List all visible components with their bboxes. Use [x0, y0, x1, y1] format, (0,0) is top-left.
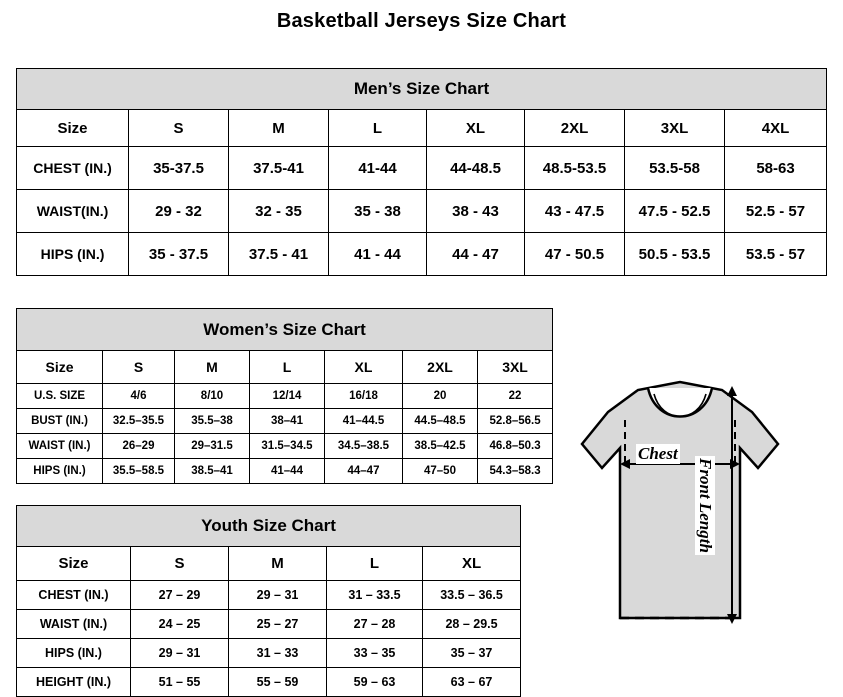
table-cell: 24 – 25 — [131, 610, 229, 639]
table-cell: 35 - 38 — [329, 190, 427, 233]
table-cell: 53.5-58 — [625, 147, 725, 190]
table-row — [17, 581, 521, 610]
table-cell: 35-37.5 — [129, 147, 229, 190]
row-label: HIPS (IN.) — [17, 639, 131, 668]
table-cell: 50.5 - 53.5 — [625, 233, 725, 276]
column-header: M — [229, 547, 327, 581]
page-title: Basketball Jerseys Size Chart — [276, 10, 567, 32]
table-cell: 47 - 50.5 — [525, 233, 625, 276]
column-header: L — [250, 351, 325, 384]
table-cell: 32.5–35.5 — [103, 409, 175, 434]
table-cell: 29 – 31 — [229, 581, 327, 610]
mens-size-chart — [16, 68, 827, 276]
table-row — [17, 384, 553, 409]
mens-size-table — [16, 68, 827, 276]
column-header: 3XL — [478, 351, 553, 384]
table-cell: 58-63 — [725, 147, 827, 190]
table-cell: 38.5–41 — [175, 459, 250, 484]
table-cell: 31 – 33 — [229, 639, 327, 668]
table-cell: 54.3–58.3 — [478, 459, 553, 484]
mens-caption: Men’s Size Chart — [17, 69, 827, 110]
table-cell: 4/6 — [103, 384, 175, 409]
column-header: XL — [325, 351, 403, 384]
table-row — [17, 190, 827, 233]
row-label: HIPS (IN.) — [17, 459, 103, 484]
table-cell: 35.5–58.5 — [103, 459, 175, 484]
row-label: HIPS (IN.) — [17, 233, 129, 276]
table-cell: 35 - 37.5 — [129, 233, 229, 276]
table-row — [17, 459, 553, 484]
jersey-illustration — [530, 368, 830, 668]
table-cell: 52.8–56.5 — [478, 409, 553, 434]
column-header: S — [131, 547, 229, 581]
table-cell: 38 - 43 — [427, 190, 525, 233]
table-cell: 22 — [478, 384, 553, 409]
table-cell: 47–50 — [403, 459, 478, 484]
column-header: Size — [17, 110, 129, 147]
table-cell: 52.5 - 57 — [725, 190, 827, 233]
table-row — [17, 409, 553, 434]
table-cell: 27 – 29 — [131, 581, 229, 610]
table-cell: 41–44 — [250, 459, 325, 484]
column-header: M — [229, 110, 329, 147]
table-cell: 44.5–48.5 — [403, 409, 478, 434]
table-row — [17, 668, 521, 697]
table-cell: 44-48.5 — [427, 147, 525, 190]
column-header: XL — [427, 110, 525, 147]
row-label: CHEST (IN.) — [17, 581, 131, 610]
table-header-row — [17, 110, 827, 147]
column-header: 2XL — [525, 110, 625, 147]
table-cell: 20 — [403, 384, 478, 409]
table-cell: 41 - 44 — [329, 233, 427, 276]
table-cell: 37.5 - 41 — [229, 233, 329, 276]
table-cell: 8/10 — [175, 384, 250, 409]
table-cell: 63 – 67 — [423, 668, 521, 697]
table-cell: 55 – 59 — [229, 668, 327, 697]
front-length-label: Front Length — [696, 458, 715, 553]
table-row — [17, 610, 521, 639]
column-header: 3XL — [625, 110, 725, 147]
table-cell: 29–31.5 — [175, 434, 250, 459]
column-header: L — [329, 110, 427, 147]
youth-size-table — [16, 505, 521, 697]
table-cell: 43 - 47.5 — [525, 190, 625, 233]
column-header: 2XL — [403, 351, 478, 384]
table-cell: 34.5–38.5 — [325, 434, 403, 459]
table-cell: 32 - 35 — [229, 190, 329, 233]
chest-label: Chest — [638, 444, 678, 463]
table-cell: 38–41 — [250, 409, 325, 434]
table-cell: 25 – 27 — [229, 610, 327, 639]
table-cell: 59 – 63 — [327, 668, 423, 697]
table-row — [17, 147, 827, 190]
womens-caption: Women’s Size Chart — [17, 309, 553, 351]
front-length-arrow-top — [727, 386, 737, 396]
table-cell: 44 - 47 — [427, 233, 525, 276]
table-cell: 33.5 – 36.5 — [423, 581, 521, 610]
column-header: S — [103, 351, 175, 384]
row-label: WAIST (IN.) — [17, 610, 131, 639]
row-label: WAIST (IN.) — [17, 434, 103, 459]
table-cell: 44–47 — [325, 459, 403, 484]
table-cell: 12/14 — [250, 384, 325, 409]
column-header: 4XL — [725, 110, 827, 147]
jersey-measurement-diagram — [530, 368, 830, 668]
table-cell: 29 – 31 — [131, 639, 229, 668]
table-cell: 47.5 - 52.5 — [625, 190, 725, 233]
column-header: S — [129, 110, 229, 147]
column-header: Size — [17, 547, 131, 581]
row-label: HEIGHT (IN.) — [17, 668, 131, 697]
table-cell: 48.5-53.5 — [525, 147, 625, 190]
table-cell: 31 – 33.5 — [327, 581, 423, 610]
table-cell: 28 – 29.5 — [423, 610, 521, 639]
table-cell: 16/18 — [325, 384, 403, 409]
youth-caption: Youth Size Chart — [17, 506, 521, 547]
row-label: BUST (IN.) — [17, 409, 103, 434]
table-cell: 51 – 55 — [131, 668, 229, 697]
womens-size-table — [16, 308, 553, 484]
youth-size-chart — [16, 505, 521, 697]
column-header: XL — [423, 547, 521, 581]
table-cell: 53.5 - 57 — [725, 233, 827, 276]
table-cell: 41-44 — [329, 147, 427, 190]
table-cell: 46.8–50.3 — [478, 434, 553, 459]
row-label: U.S. SIZE — [17, 384, 103, 409]
table-cell: 31.5–34.5 — [250, 434, 325, 459]
table-cell: 37.5-41 — [229, 147, 329, 190]
table-header-row — [17, 351, 553, 384]
table-cell: 26–29 — [103, 434, 175, 459]
table-cell: 33 – 35 — [327, 639, 423, 668]
table-row — [17, 434, 553, 459]
column-header: L — [327, 547, 423, 581]
table-row — [17, 639, 521, 668]
column-header: M — [175, 351, 250, 384]
table-cell: 38.5–42.5 — [403, 434, 478, 459]
table-cell: 29 - 32 — [129, 190, 229, 233]
table-row — [17, 233, 827, 276]
table-cell: 35 – 37 — [423, 639, 521, 668]
table-cell: 27 – 28 — [327, 610, 423, 639]
row-label: WAIST(IN.) — [17, 190, 129, 233]
table-cell: 41–44.5 — [325, 409, 403, 434]
table-cell: 35.5–38 — [175, 409, 250, 434]
womens-size-chart — [16, 308, 553, 484]
column-header: Size — [17, 351, 103, 384]
table-header-row — [17, 547, 521, 581]
row-label: CHEST (IN.) — [17, 147, 129, 190]
